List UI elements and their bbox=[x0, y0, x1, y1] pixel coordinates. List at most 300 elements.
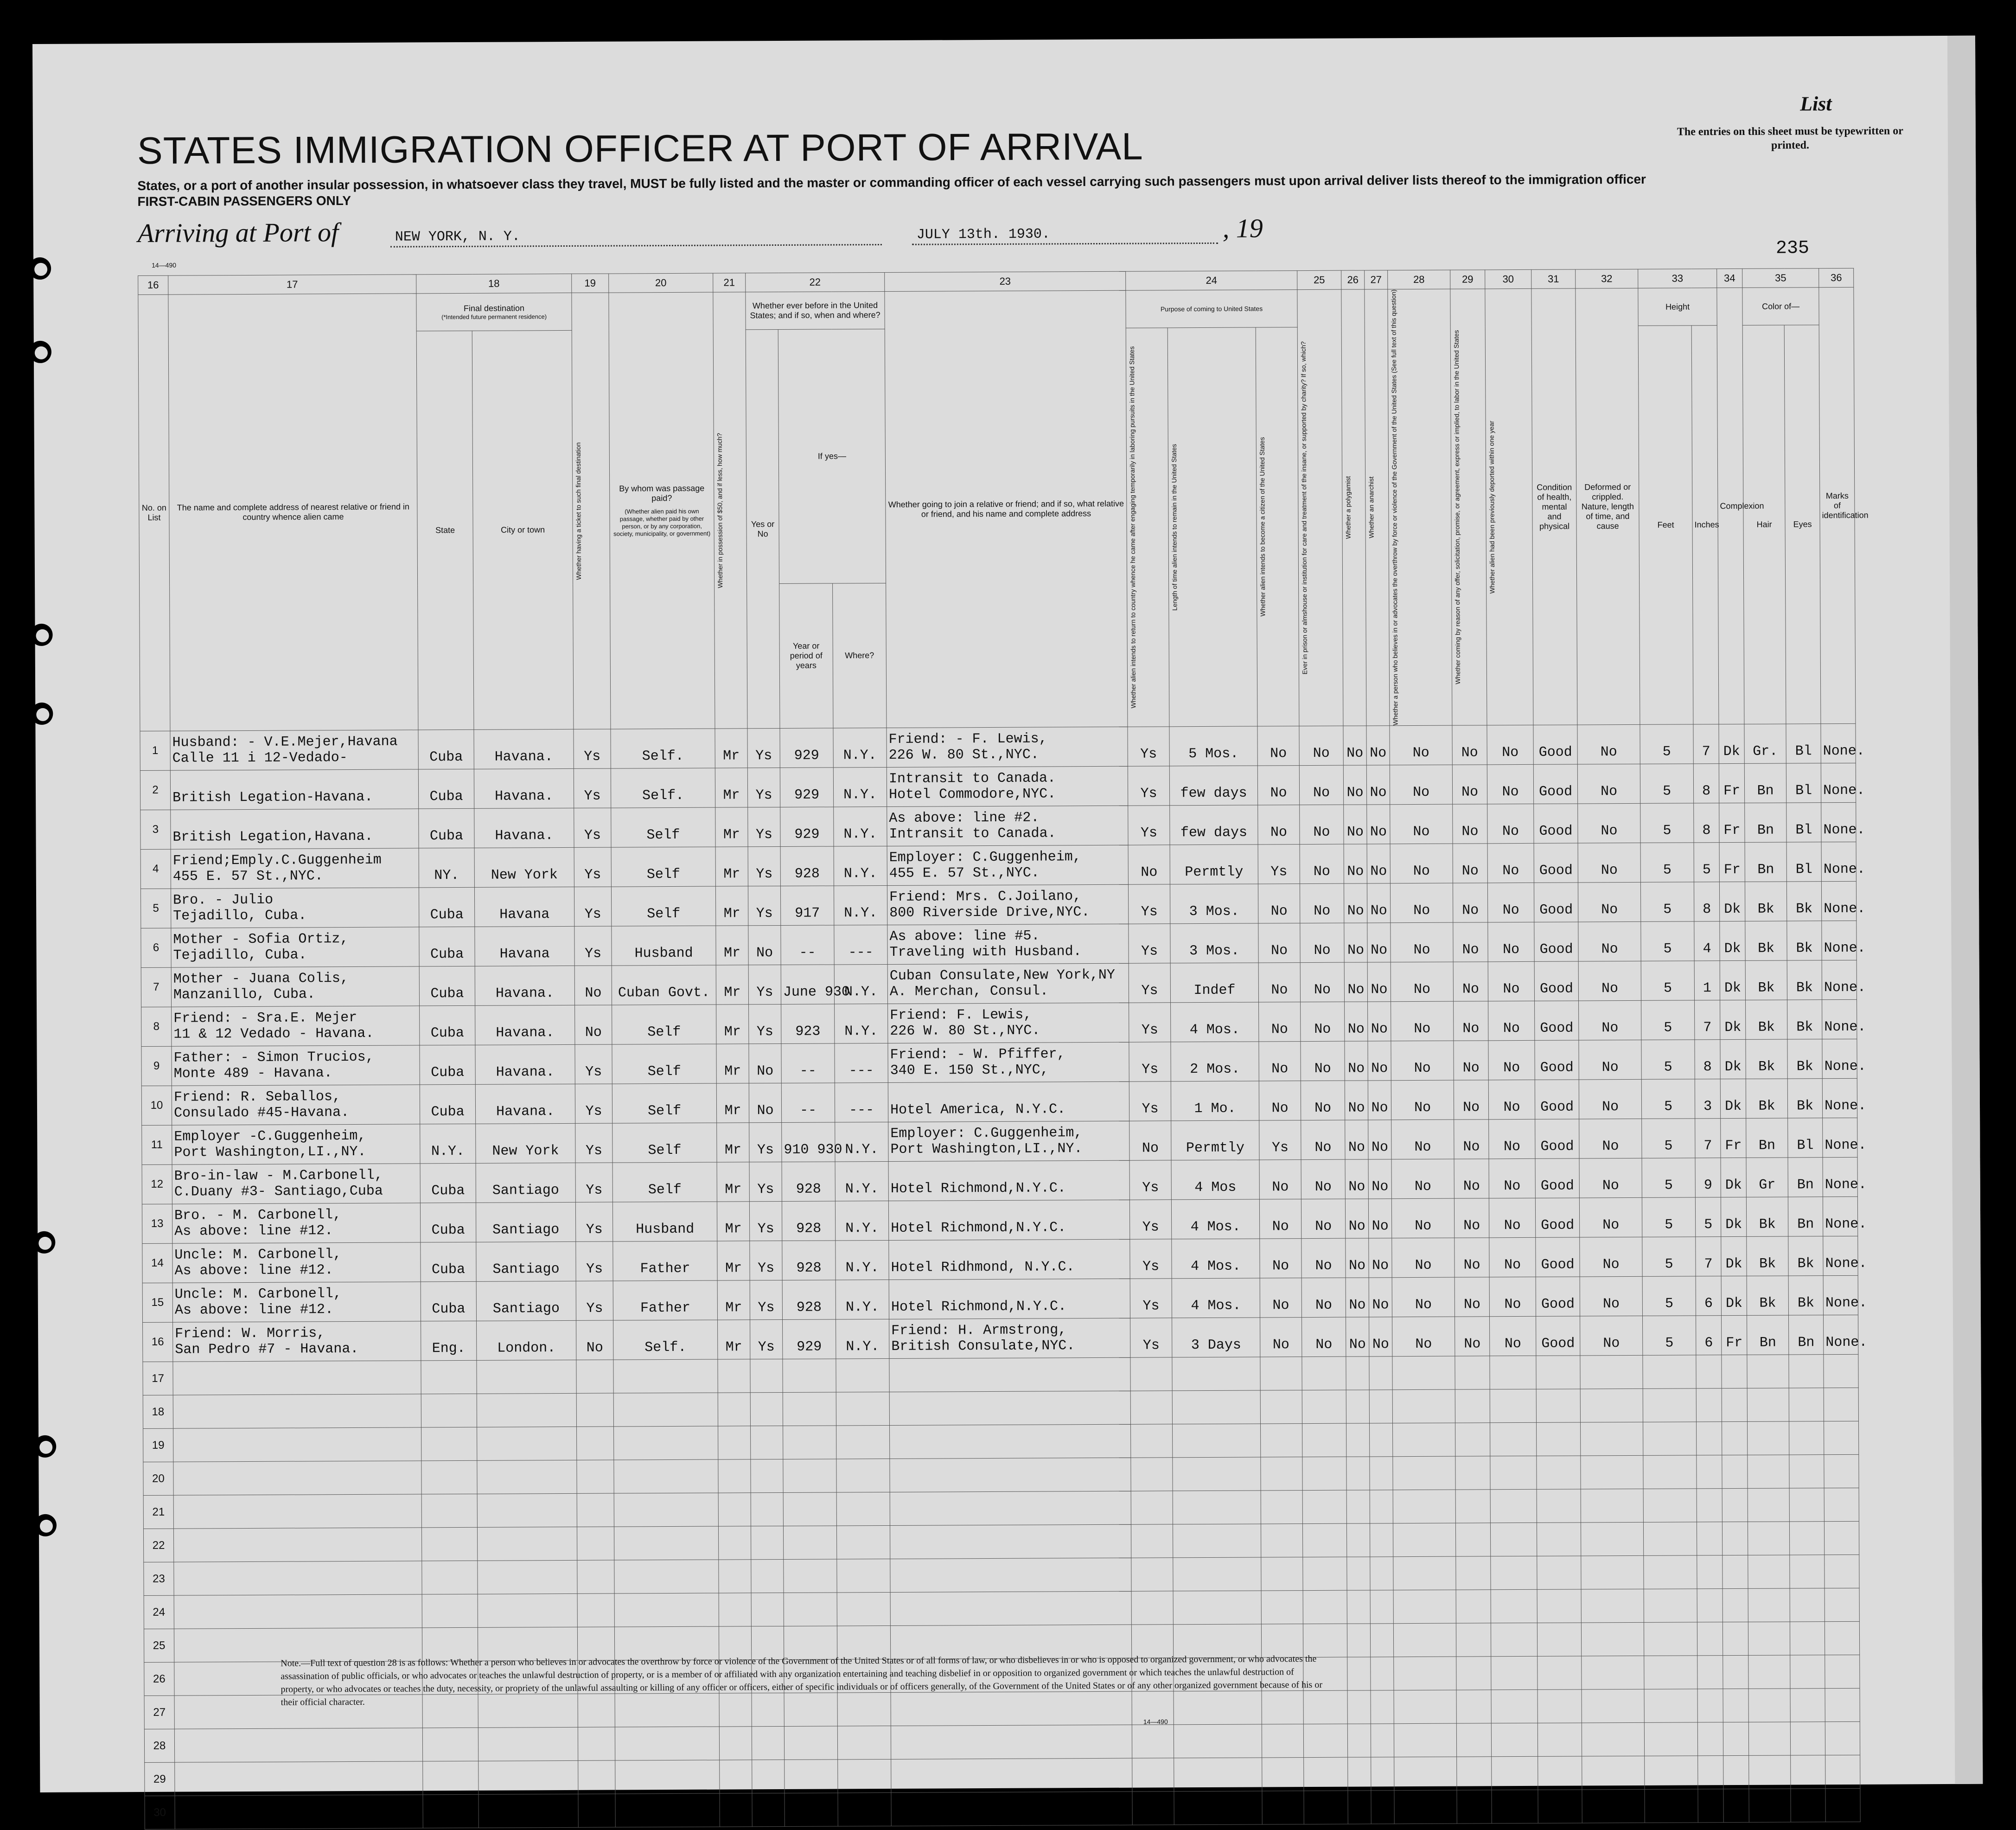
joining-relative-line1: Employer: C.Guggenheim, bbox=[890, 1125, 1083, 1142]
intends-citizen-cell: No bbox=[1258, 805, 1300, 845]
previous-year-cell: 917 bbox=[780, 886, 834, 926]
deported-cell: No bbox=[1487, 725, 1533, 764]
identification-marks-cell: None. bbox=[1822, 921, 1857, 960]
previous-where-cell: N.Y. bbox=[833, 768, 887, 807]
empty-cell bbox=[1644, 1555, 1697, 1589]
empty-cell bbox=[1303, 1557, 1347, 1590]
deported-cell: No bbox=[1488, 922, 1534, 961]
deported-header-text: Whether alien had been previously deported within one year bbox=[1487, 420, 1496, 594]
col-num: 33 bbox=[1638, 269, 1717, 288]
empty-cell bbox=[783, 1459, 836, 1493]
empty-cell bbox=[1697, 1422, 1722, 1455]
health-cell: Good bbox=[1535, 1080, 1579, 1119]
empty-cell bbox=[175, 1795, 423, 1829]
before-in-us-cell: Ys bbox=[750, 1280, 782, 1320]
height-feet-cell: 5 bbox=[1641, 1000, 1695, 1040]
in-prison-cell: No bbox=[1301, 1199, 1345, 1238]
joining-relative-line2: A. Merchan, Consul. bbox=[889, 983, 1049, 1000]
empty-cell bbox=[1824, 1388, 1858, 1421]
header-feet: Feet bbox=[1638, 326, 1693, 725]
labor-offer-cell: No bbox=[1454, 1120, 1489, 1159]
empty-cell bbox=[1370, 1423, 1393, 1457]
empty-cell bbox=[1696, 1355, 1722, 1388]
empty-cell bbox=[1261, 1524, 1302, 1557]
row-number-cell: 28 bbox=[144, 1729, 174, 1762]
empty-cell bbox=[1392, 1389, 1455, 1423]
empty-cell bbox=[1303, 1590, 1347, 1624]
before-in-us-cell: Ys bbox=[749, 1123, 782, 1162]
header-complexion: Complexion bbox=[1717, 288, 1744, 724]
empty-cell bbox=[477, 1527, 577, 1561]
empty-cell bbox=[1582, 1689, 1644, 1723]
empty-cell bbox=[1581, 1522, 1643, 1556]
arrival-line bbox=[138, 211, 1621, 250]
joining-relative-cell bbox=[888, 1003, 1129, 1043]
empty-cell bbox=[477, 1427, 577, 1460]
empty-cell bbox=[1393, 1556, 1456, 1590]
deformed-cell: No bbox=[1578, 921, 1641, 961]
empty-cell bbox=[1537, 1489, 1581, 1523]
empty-cell bbox=[1644, 1589, 1697, 1623]
overthrow-cell: No bbox=[1391, 922, 1453, 962]
money-50-cell: Mr bbox=[716, 965, 748, 1005]
joining-relative-cell bbox=[887, 845, 1128, 885]
joining-relative-line1: Employer: C.Guggenheim, bbox=[889, 849, 1081, 866]
money-50-cell: Mr bbox=[716, 1083, 749, 1123]
identification-marks-cell: None. bbox=[1821, 842, 1856, 881]
empty-cell bbox=[1644, 1722, 1697, 1756]
height-inches-cell: 4 bbox=[1694, 921, 1720, 961]
col-num: 27 bbox=[1365, 270, 1388, 289]
empty-cell bbox=[1698, 1789, 1723, 1823]
height-inches-cell: 7 bbox=[1693, 724, 1719, 764]
deported-cell: No bbox=[1489, 1198, 1535, 1237]
in-prison-cell: No bbox=[1301, 1041, 1345, 1081]
polygamist-cell: No bbox=[1346, 1238, 1369, 1278]
money-header-text: Whether in possession of $50, and if less, how much? bbox=[715, 433, 724, 588]
empty-cell bbox=[1790, 1689, 1825, 1722]
empty-cell bbox=[1824, 1488, 1859, 1521]
empty-cell bbox=[1790, 1655, 1825, 1689]
passage-paid-by-cell: Self bbox=[611, 847, 715, 887]
deformed-cell: No bbox=[1578, 882, 1640, 922]
destination-state-cell: Cuba bbox=[421, 1281, 476, 1321]
intends-return-cell: Ys bbox=[1129, 1081, 1171, 1121]
header-inches: Inches bbox=[1691, 326, 1719, 724]
empty-cell bbox=[1581, 1589, 1644, 1623]
empty-cell bbox=[1790, 1522, 1825, 1555]
empty-cell bbox=[1394, 1657, 1456, 1690]
empty-cell bbox=[1347, 1624, 1370, 1657]
previous-year-cell: 929 bbox=[783, 1319, 836, 1359]
previous-year-cell: -- bbox=[781, 1083, 835, 1123]
empty-cell bbox=[750, 1359, 783, 1393]
row-number-cell: 2 bbox=[140, 770, 170, 810]
passage-paid-by-cell: Self. bbox=[613, 1320, 718, 1360]
empty-cell bbox=[1722, 1421, 1748, 1455]
previous-year-cell: 910 930 bbox=[782, 1122, 835, 1162]
row-number-cell: 7 bbox=[141, 967, 171, 1007]
destination-city-cell: Havana. bbox=[474, 729, 574, 769]
empty-cell bbox=[1303, 1724, 1347, 1757]
empty-cell bbox=[836, 1426, 890, 1459]
empty-cell bbox=[1643, 1522, 1697, 1556]
money-50-cell: Mr bbox=[715, 847, 748, 886]
before-in-us-cell: Ys bbox=[750, 1241, 782, 1280]
passage-paid-by-cell: Self bbox=[612, 1005, 716, 1044]
height-inches-cell: 6 bbox=[1696, 1276, 1721, 1316]
header-height: Height bbox=[1638, 288, 1717, 326]
previous-year-cell: 923 bbox=[781, 1004, 835, 1044]
row-number-cell: 8 bbox=[141, 1007, 172, 1046]
empty-cell bbox=[1697, 1689, 1723, 1722]
in-prison-cell: No bbox=[1299, 765, 1343, 805]
relative-address-line1: Mother - Sofia Ortiz, bbox=[173, 931, 349, 948]
empty-cell bbox=[174, 1561, 422, 1595]
empty-cell bbox=[1643, 1388, 1696, 1422]
deported-cell: No bbox=[1487, 804, 1534, 843]
height-feet-cell: 5 bbox=[1642, 1158, 1695, 1198]
deformed-cell: No bbox=[1578, 961, 1641, 1001]
joining-relative-cell bbox=[888, 1121, 1129, 1161]
height-inches-cell: 8 bbox=[1694, 803, 1719, 843]
length-of-stay-cell: 3 Days bbox=[1172, 1318, 1260, 1357]
binder-hole bbox=[33, 1231, 55, 1254]
empty-cell bbox=[836, 1526, 890, 1560]
empty-cell bbox=[1371, 1657, 1394, 1690]
row-number-cell: 5 bbox=[140, 889, 171, 928]
overthrow-cell: No bbox=[1391, 1041, 1454, 1081]
empty-cell bbox=[1536, 1356, 1580, 1389]
eye-color-cell: Bn bbox=[1788, 1158, 1823, 1197]
previous-year-cell: 928 bbox=[782, 1280, 836, 1320]
eye-color-cell: Bl bbox=[1788, 1118, 1823, 1158]
height-feet-cell: 5 bbox=[1640, 764, 1693, 804]
complexion-cell: Dk bbox=[1721, 1158, 1746, 1197]
health-cell: Good bbox=[1534, 804, 1578, 843]
empty-cell bbox=[1722, 1488, 1748, 1522]
money-50-cell: Mr bbox=[717, 1162, 749, 1202]
relative-address-line2: As above: line #12. bbox=[174, 1223, 333, 1240]
intends-citizen-cell: No bbox=[1260, 1278, 1301, 1318]
in-prison-cell: No bbox=[1301, 1278, 1346, 1317]
empty-cell bbox=[1538, 1689, 1582, 1723]
empty-cell bbox=[1172, 1390, 1260, 1424]
deported-cell: No bbox=[1487, 843, 1534, 883]
eye-color-cell: Bl bbox=[1786, 724, 1821, 763]
labor-offer-cell: No bbox=[1455, 1277, 1489, 1317]
empty-cell bbox=[1173, 1491, 1261, 1524]
empty-cell bbox=[1825, 1655, 1860, 1688]
joining-relative-line2: Intransit to Canada. bbox=[889, 825, 1056, 843]
col-num: 21 bbox=[713, 273, 746, 292]
empty-cell bbox=[836, 1459, 890, 1493]
empty-cell bbox=[751, 1459, 783, 1493]
empty-cell bbox=[614, 1526, 718, 1560]
empty-cell bbox=[1455, 1523, 1490, 1556]
joining-relative-cell bbox=[887, 884, 1128, 925]
in-prison-cell: No bbox=[1301, 1238, 1346, 1278]
eye-color-cell: Bk bbox=[1786, 882, 1821, 921]
row-number-cell: 20 bbox=[143, 1462, 173, 1495]
overthrow-cell: No bbox=[1391, 1159, 1454, 1199]
empty-cell bbox=[1348, 1757, 1371, 1791]
col-num: 20 bbox=[609, 273, 713, 293]
deformed-cell: No bbox=[1580, 1237, 1642, 1277]
row-number-cell: 18 bbox=[143, 1395, 173, 1428]
identification-marks-cell: None. bbox=[1823, 1236, 1858, 1275]
empty-cell bbox=[422, 1561, 478, 1594]
empty-cell bbox=[1825, 1755, 1860, 1788]
empty-cell bbox=[1790, 1622, 1825, 1655]
complexion-cell: Dk bbox=[1719, 882, 1745, 921]
hair-color-cell: Bk bbox=[1746, 1197, 1788, 1236]
in-prison-cell: No bbox=[1301, 1159, 1345, 1199]
relative-address-cell bbox=[170, 730, 418, 770]
header-deformed: Deformed or crippled. Nature, length of time, and cause bbox=[1576, 288, 1640, 725]
final-destination-note: (*Intended future permanent residence) bbox=[441, 313, 547, 321]
empty-cell bbox=[1262, 1758, 1304, 1791]
empty-cell bbox=[1748, 1622, 1790, 1655]
header-money bbox=[713, 292, 747, 729]
intends-citizen-cell: No bbox=[1260, 1318, 1302, 1357]
col-num: 29 bbox=[1450, 270, 1485, 289]
col-num: 32 bbox=[1576, 269, 1638, 288]
before-in-us-cell: Ys bbox=[747, 768, 780, 807]
deformed-cell: No bbox=[1579, 1040, 1641, 1080]
relative-address-line1: Bro. - Julio bbox=[172, 892, 274, 909]
form-code-bottom: 14—490 bbox=[1143, 1718, 1168, 1726]
empty-cell bbox=[838, 1760, 891, 1793]
destination-city-cell: New York bbox=[476, 1123, 575, 1163]
has-ticket-cell: Ys bbox=[574, 926, 612, 966]
has-ticket-cell: Ys bbox=[575, 1202, 612, 1241]
empty-cell bbox=[1130, 1391, 1172, 1424]
empty-cell bbox=[173, 1394, 421, 1428]
empty-cell bbox=[1723, 1622, 1748, 1655]
empty-cell bbox=[750, 1393, 783, 1426]
passage-paid-by-cell: Self bbox=[612, 1083, 716, 1123]
empty-cell bbox=[1174, 1758, 1262, 1792]
length-of-stay-cell: Indef bbox=[1170, 963, 1258, 1003]
polygamist-cell: No bbox=[1344, 805, 1367, 844]
intends-citizen-cell: No bbox=[1258, 963, 1300, 1002]
passage-paid-by-cell: Father bbox=[613, 1280, 717, 1320]
empty-cell bbox=[1697, 1455, 1722, 1489]
hair-color-cell: Bn bbox=[1745, 803, 1786, 842]
health-cell: Good bbox=[1534, 922, 1578, 961]
empty-cell bbox=[1582, 1789, 1645, 1823]
labor-offer-cell: No bbox=[1453, 883, 1487, 922]
hair-color-cell: Bk bbox=[1746, 1000, 1787, 1039]
height-feet-cell: 5 bbox=[1642, 1276, 1696, 1316]
empty-cell bbox=[1643, 1355, 1696, 1389]
in-prison-cell: No bbox=[1299, 726, 1343, 765]
relative-address-cell bbox=[172, 1045, 420, 1086]
empty-cell bbox=[1723, 1522, 1748, 1555]
empty-cell bbox=[613, 1359, 718, 1393]
polygamist-cell: No bbox=[1345, 1199, 1368, 1238]
length-of-stay-cell: 4 Mos. bbox=[1171, 1002, 1259, 1042]
relative-address-line1: Husband: - V.E.Mejer,Havana bbox=[172, 734, 398, 751]
empty-cell bbox=[1582, 1656, 1644, 1689]
anarchist-cell: No bbox=[1368, 1159, 1391, 1199]
empty-cell bbox=[1537, 1556, 1581, 1589]
previous-year-cell: 929 bbox=[780, 807, 834, 847]
empty-cell bbox=[1393, 1490, 1455, 1523]
empty-cell bbox=[1262, 1724, 1303, 1758]
empty-cell bbox=[1261, 1591, 1303, 1624]
empty-cell bbox=[1581, 1489, 1643, 1523]
empty-cell bbox=[720, 1760, 752, 1793]
destination-city-cell: New York bbox=[474, 847, 574, 887]
joining-relative-line2: 226 W. 80 St.,NYC. bbox=[890, 1023, 1040, 1040]
joining-relative-line2: Hotel Richmond,N.Y.C. bbox=[891, 1220, 1066, 1237]
empty-cell bbox=[421, 1494, 477, 1528]
length-of-stay-cell: 4 Mos. bbox=[1172, 1239, 1260, 1279]
deformed-cell: No bbox=[1579, 1079, 1641, 1119]
joining-relative-cell bbox=[887, 806, 1128, 846]
previous-year-cell: 929 bbox=[780, 728, 833, 768]
complexion-cell: Fr bbox=[1719, 842, 1745, 882]
has-ticket-cell: Ys bbox=[576, 1241, 613, 1281]
height-feet-cell: 5 bbox=[1642, 1237, 1696, 1277]
previous-year-cell: 928 bbox=[780, 846, 834, 886]
empty-cell bbox=[1456, 1657, 1491, 1690]
hair-color-cell: Bk bbox=[1745, 960, 1787, 1000]
intends-return-cell: No bbox=[1129, 1121, 1171, 1160]
empty-cell bbox=[577, 1560, 614, 1593]
destination-state-cell: Cuba bbox=[419, 808, 474, 848]
empty-cell bbox=[783, 1492, 836, 1526]
height-inches-cell: 9 bbox=[1695, 1158, 1721, 1197]
row-number-cell: 10 bbox=[141, 1086, 172, 1125]
height-feet-cell: 5 bbox=[1640, 843, 1694, 883]
previous-year-cell: 928 bbox=[782, 1241, 836, 1280]
eye-color-cell: Bk bbox=[1787, 921, 1822, 960]
empty-cell bbox=[838, 1793, 891, 1827]
empty-cell bbox=[1491, 1589, 1537, 1623]
before-in-us-cell: No bbox=[749, 1044, 781, 1083]
relative-address-line1: Bro-in-law - M.Carbonell, bbox=[174, 1167, 383, 1184]
empty-cell bbox=[1173, 1424, 1261, 1458]
manifest-sheet bbox=[32, 36, 1983, 1819]
empty-cell bbox=[1371, 1724, 1394, 1757]
previous-where-cell: N.Y. bbox=[834, 846, 887, 886]
empty-cell bbox=[1491, 1656, 1538, 1689]
header-anarchist bbox=[1365, 289, 1390, 726]
header-eyes: Eyes bbox=[1784, 325, 1821, 724]
empty-cell bbox=[1347, 1590, 1370, 1624]
previous-year-cell: 928 bbox=[782, 1162, 835, 1202]
intends-citizen-cell: No bbox=[1259, 1081, 1301, 1120]
empty-cell bbox=[890, 1591, 1131, 1625]
has-ticket-cell: No bbox=[576, 1320, 613, 1360]
anarchist-cell: No bbox=[1367, 923, 1391, 962]
anarchist-cell: No bbox=[1368, 1199, 1391, 1238]
empty-cell bbox=[1369, 1390, 1392, 1423]
hair-color-cell: Bk bbox=[1746, 1079, 1787, 1118]
destination-state-cell: Cuba bbox=[419, 887, 474, 927]
height-inches-cell: 7 bbox=[1695, 1119, 1721, 1158]
complexion-cell: Fr bbox=[1719, 763, 1744, 803]
col-num: 35 bbox=[1742, 269, 1819, 288]
joining-relative-line2: 800 Riverside Drive,NYC. bbox=[889, 904, 1090, 921]
empty-cell bbox=[1302, 1423, 1346, 1457]
port-label: Arriving at Port of bbox=[137, 217, 339, 249]
previous-year-cell: -- bbox=[781, 925, 834, 965]
intends-return-cell: Ys bbox=[1129, 924, 1170, 963]
health-cell: Good bbox=[1535, 1001, 1579, 1040]
empty-cell bbox=[1347, 1557, 1370, 1590]
empty-cell bbox=[1697, 1589, 1723, 1622]
polygamist-cell: No bbox=[1343, 765, 1366, 805]
joining-relative-line1: Friend: - F. Lewis, bbox=[888, 731, 1047, 748]
empty-cell bbox=[174, 1594, 422, 1629]
destination-state-cell: NY. bbox=[419, 848, 474, 888]
date-underline bbox=[912, 243, 1218, 245]
empty-cell bbox=[1370, 1624, 1393, 1657]
eye-color-cell: Bk bbox=[1788, 1236, 1823, 1276]
subtitle-instructions: States, or a port of another insular possession, in whatsoever class they travel, MUST be fully listed and the master or commanding officer of each vessel carrying such passengers must upon arrival deliver lists thereof to the immigration officer bbox=[137, 172, 1646, 193]
col-num: 26 bbox=[1341, 270, 1365, 289]
previous-where-cell: N.Y. bbox=[835, 1122, 888, 1162]
empty-cell bbox=[1825, 1688, 1860, 1721]
empty-cell bbox=[1173, 1591, 1261, 1625]
destination-state-cell: Eng. bbox=[421, 1321, 477, 1361]
empty-cell bbox=[783, 1526, 836, 1560]
identification-marks-cell: None. bbox=[1821, 763, 1856, 802]
overthrow-cell: No bbox=[1391, 1080, 1454, 1120]
deported-cell: No bbox=[1489, 1119, 1535, 1158]
relative-address-line2: British Legation,Havana. bbox=[172, 828, 373, 845]
empty-cell bbox=[784, 1593, 837, 1626]
empty-cell bbox=[1455, 1490, 1490, 1523]
empty-cell bbox=[1456, 1623, 1491, 1657]
row-number-cell: 26 bbox=[144, 1662, 174, 1696]
overthrow-cell: No bbox=[1392, 1317, 1455, 1357]
anarchist-cell: No bbox=[1366, 726, 1390, 765]
previous-where-cell: N.Y. bbox=[836, 1319, 889, 1359]
joining-relative-line2: Hotel Ridhmond, N.Y.C. bbox=[891, 1259, 1075, 1276]
deformed-cell: No bbox=[1577, 724, 1640, 764]
empty-cell bbox=[421, 1427, 477, 1461]
money-50-cell: Mr bbox=[717, 1123, 749, 1162]
header-passage-paid bbox=[609, 292, 715, 729]
deported-cell: No bbox=[1488, 1040, 1535, 1080]
empty-cell bbox=[719, 1593, 751, 1626]
empty-cell bbox=[1698, 1756, 1723, 1789]
empty-cell bbox=[1748, 1488, 1789, 1522]
overthrow-cell: No bbox=[1390, 883, 1453, 923]
empty-cell bbox=[1538, 1756, 1582, 1790]
empty-cell bbox=[890, 1458, 1131, 1492]
destination-state-cell: Cuba bbox=[420, 1084, 475, 1124]
final-destination-label: Final destination bbox=[463, 303, 525, 313]
overthrow-cell: No bbox=[1391, 1198, 1454, 1238]
passenger-manifest-table bbox=[138, 267, 2016, 1830]
empty-cell bbox=[477, 1393, 576, 1427]
header-yes-no: Yes or No bbox=[746, 329, 780, 728]
empty-cell bbox=[1791, 1789, 1825, 1822]
empty-cell bbox=[614, 1593, 719, 1627]
intends-citizen-cell: Ys bbox=[1259, 1120, 1301, 1160]
length-of-stay-cell: 2 Mos. bbox=[1171, 1042, 1259, 1081]
previous-where-cell: N.Y. bbox=[836, 1280, 889, 1320]
empty-cell bbox=[718, 1359, 750, 1393]
empty-cell bbox=[1174, 1791, 1262, 1825]
empty-cell bbox=[1749, 1789, 1791, 1822]
